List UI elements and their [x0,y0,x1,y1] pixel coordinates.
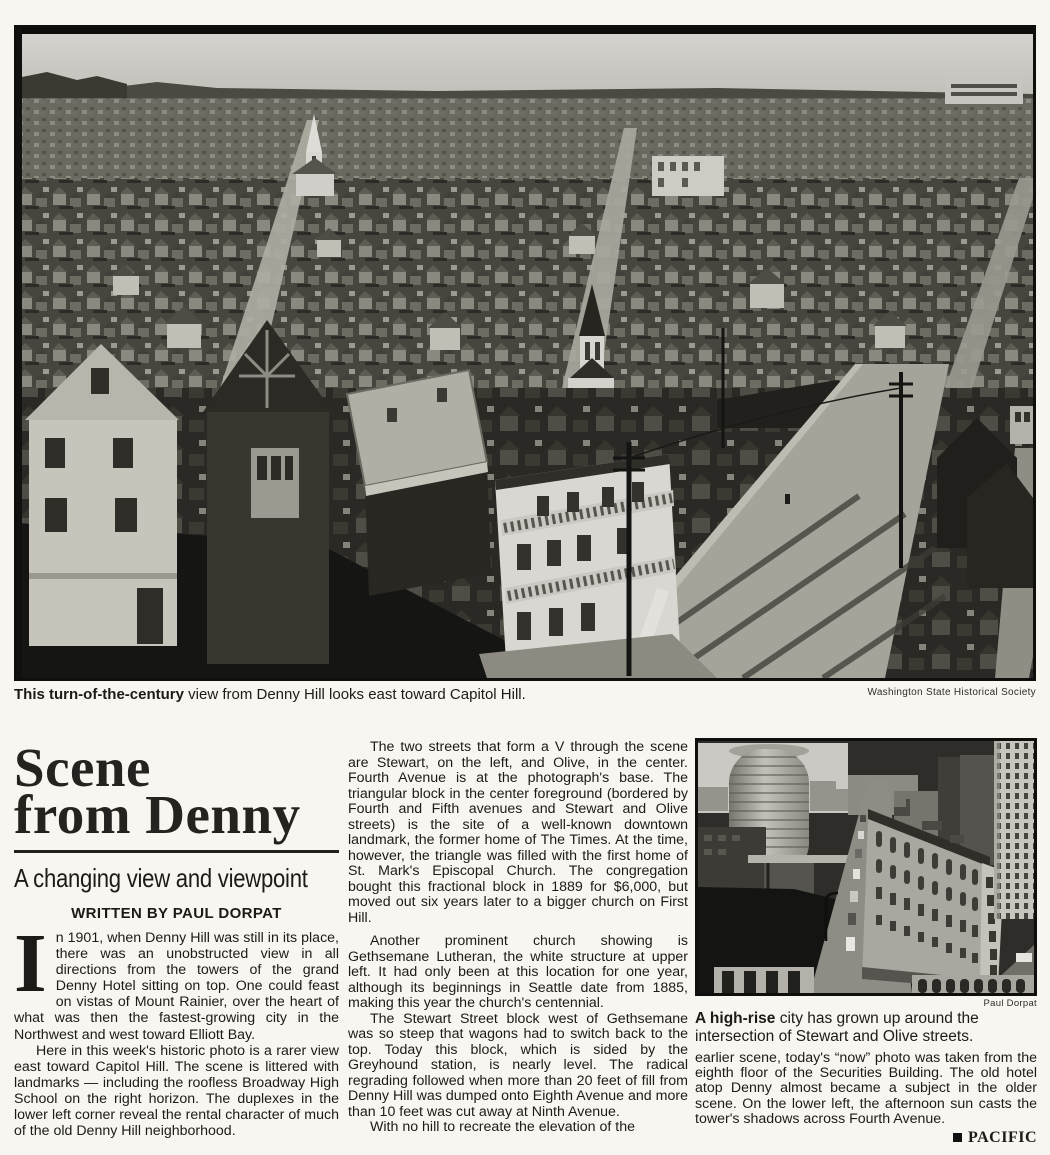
article-paragraph: Another prominent church showing is Gethsemane Lutheran, the white structure at upper left. It had only been at this location for one year, although its beginnings in Seattle date from 1885, making this year the church's centennial. [348,933,688,1011]
now-photo-illustration [698,741,1034,993]
pacific-square-icon [953,1133,962,1142]
white-school-building [652,156,724,196]
midground-city [17,178,1033,390]
byline: WRITTEN BY PAUL DORPAT [71,905,282,922]
left-column [14,737,339,1140]
main-photo-credit: Washington State Historical Society [867,687,1036,698]
article-paragraph: With no hill to recreate the elevation of the [370,1119,635,1135]
magazine-footer [695,1129,1037,1147]
headline-line2: from Denny [14,784,301,845]
headline-rule [14,850,339,853]
main-photo-caption [14,686,526,704]
magazine-name: PACIFIC [968,1129,1037,1147]
article-paragraph: Here in this week's historic photo is a rarer view east toward Capitol Hill. The scene is littered with landmarks — including the roofless Broadway High School on the right horizon. The duplexes in the lower left corner reveal the rental character of much of the old Denny Hill neighborhood. [14,1042,339,1140]
now-photo [695,738,1037,996]
now-photo-caption-rest: city has grown up around the intersection of Stewart and Olive streets. [695,1010,979,1045]
middle-column [348,740,688,1136]
article-paragraph: The two streets that form a V through the scene are Stewart, on the left, and Olive, in the center. Fourth Avenue is at the photograph's base. The triangular block in the center foreground (bordered by Fourth and Fifth avenues and Stewart and Olive streets) is the site of a well-known downtown landmark, the former home of The Times. At the time, however, the triangle was filled with the first home of St. Mark's Episcopal Church. The congregation bought this fractional block in 1889 for $6,000, but moved out six years later to a bigger church on First Hill. [348,739,688,926]
article-paragraph: The Stewart Street block west of Gethsemane was so steep that wagons had to switch back to the top. Today this block, which is sided by the Greyhound station, is nearly level. The radical regrading followed when more than 20 feet of fill from Denny Hill was dumped onto Eighth Avenue and more than 10 feet was cut away at Ninth Avenue. [348,1010,688,1120]
drop-cap: I [14,917,47,1010]
now-photo-caption [695,1010,1037,1045]
historic-photo-illustration [17,28,1033,678]
subhead: A changing view and viewpoint [14,863,308,893]
now-photo-credit: Paul Dorpat [983,998,1037,1009]
main-photo-caption-row [14,686,1036,704]
headline-line1: Scene [14,737,151,798]
main-photo-caption-rest: view from Denny Hill looks east toward Capitol Hill. [184,686,526,703]
article-paragraph [14,917,339,1043]
right-highrise [994,741,1034,919]
historic-photo [14,25,1036,681]
article-paragraph: earlier scene, today's “now” photo was taken from the eighth floor of the Securities Building. The old hotel atop Denny almost became a subject in the older scene. On the lower left, the afternoon sun casts the tower's shadows across Fourth Avenue. [695,1050,1037,1127]
now-photo-caption-lead: A high-rise [695,1010,776,1027]
broadway-high-school [945,78,1023,104]
right-column [695,738,1037,1147]
main-photo-caption-lead: This turn-of-the-century [14,686,184,703]
paragraph-text: n 1901, when Denny Hill was still in its place, there was an unobstructed view in all directions from the towers of the grand Denny Hotel sitting on top. One could feast on vistas of Mount Rainier, over the heart of what was then the fastest-growing city in the Northwest and west toward Elliott Bay. [14,930,339,1043]
headline [14,737,339,845]
flat-roof-building [347,370,491,596]
